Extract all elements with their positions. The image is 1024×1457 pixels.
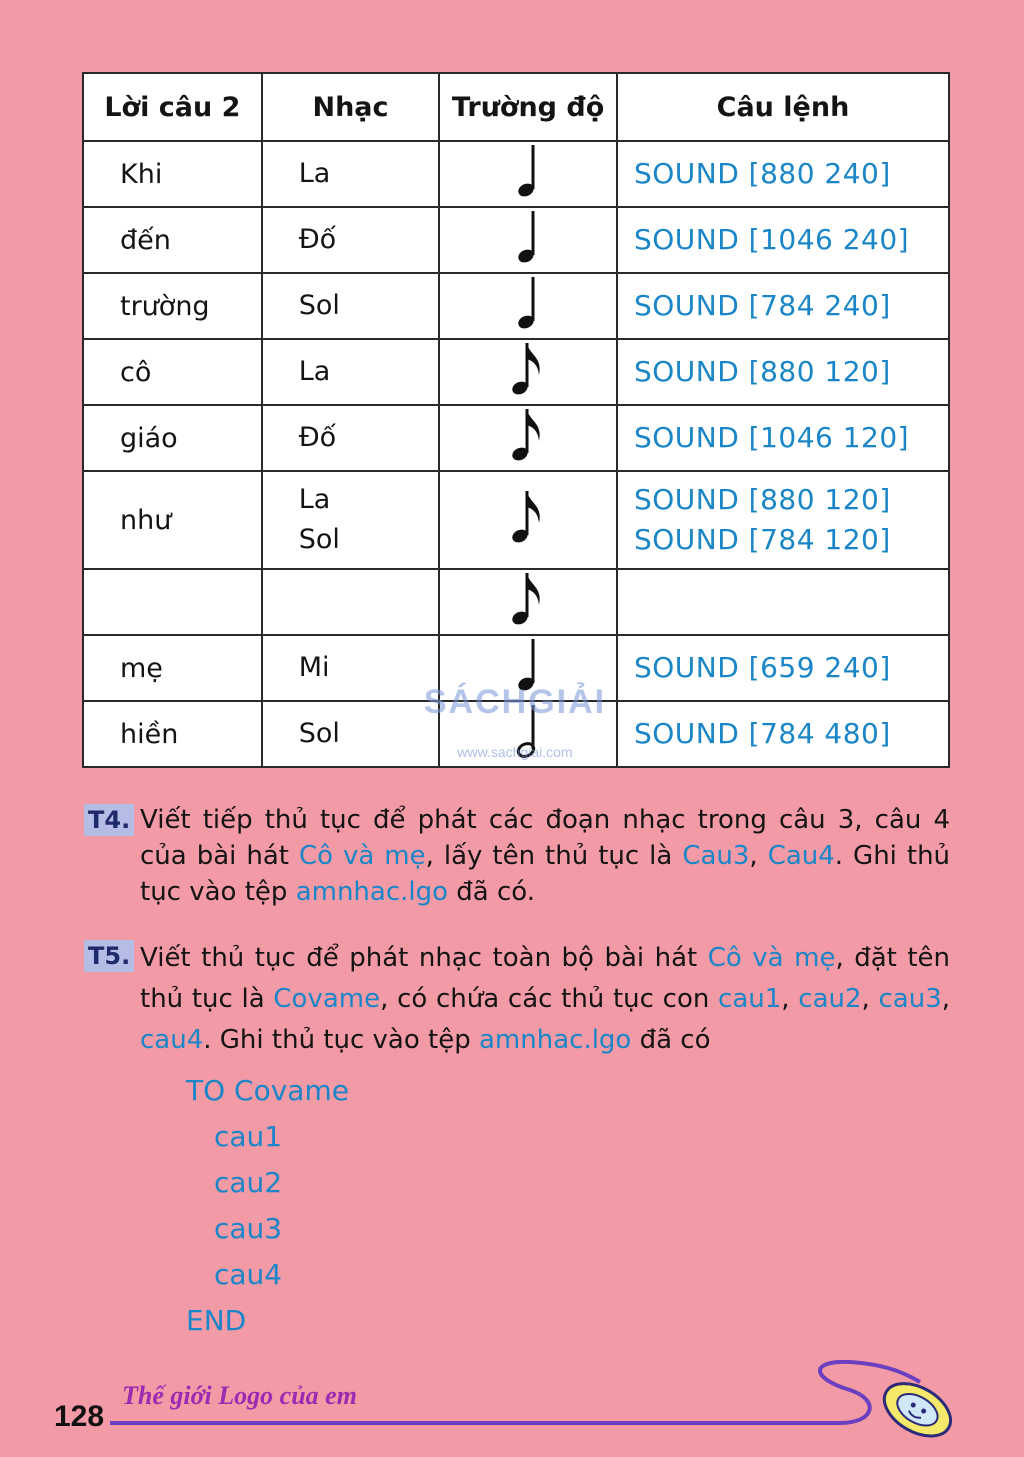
quarter-note-icon — [515, 307, 541, 338]
note-name: Đố — [298, 422, 337, 453]
command-cell — [617, 207, 949, 273]
duration-cell — [439, 701, 617, 767]
note-cell — [262, 701, 440, 767]
text-run: , — [861, 984, 879, 1014]
lyric-cell: trường — [83, 273, 262, 339]
duration-cell — [439, 273, 617, 339]
duration-cell — [439, 405, 617, 471]
duration-cell — [439, 471, 617, 569]
text-run: , đặt tên thủ tục là — [140, 943, 950, 1014]
quarter-note-icon — [515, 669, 541, 700]
text-run: Viết tiếp thủ tục để phát các đoạn nhạc trong câu 3, câu 4 của bài hát — [140, 805, 950, 871]
table-row — [83, 207, 949, 273]
command-cell — [617, 635, 949, 701]
text-run: đã có. — [448, 877, 536, 907]
duration-cell — [439, 339, 617, 405]
sound-command: SOUND [1046 240] — [633, 223, 910, 256]
code-line: cau1 — [214, 1120, 283, 1153]
file-name: amnhac.lgo — [295, 877, 449, 907]
text-run: Viết thủ tục để phát nhạc toàn bộ bài hát — [140, 943, 708, 973]
procedure-name: Cau3 — [682, 841, 750, 871]
note-cell — [262, 339, 440, 405]
duration-cell — [439, 207, 617, 273]
quarter-note-icon — [515, 241, 541, 272]
note-cell — [262, 141, 440, 207]
note-name: La — [298, 484, 331, 515]
song-name: Cô và mẹ — [298, 841, 426, 871]
table-row — [83, 569, 949, 635]
code-line: cau3 — [214, 1212, 283, 1245]
table-row — [83, 405, 949, 471]
lyric-cell: cô — [83, 339, 262, 405]
mouse-icon — [875, 1373, 959, 1447]
procedure-name: cau1 — [718, 984, 782, 1014]
song-table — [82, 72, 950, 768]
command-cell — [617, 701, 949, 767]
exercise-tag: T5. — [84, 940, 134, 972]
exercise-text — [140, 802, 950, 910]
code-line: cau4 — [214, 1258, 283, 1291]
page-number: 128 — [54, 1400, 105, 1433]
command-cell — [617, 569, 949, 635]
code-line: END — [186, 1304, 247, 1337]
procedure-name: Covame — [273, 984, 381, 1014]
command-cell — [617, 405, 949, 471]
exercise-tag: T4. — [84, 804, 134, 836]
command-cell — [617, 471, 949, 569]
sound-command: SOUND [1046 120] — [633, 421, 910, 454]
sound-command: SOUND [784 480] — [633, 717, 891, 750]
note-cell — [262, 569, 440, 635]
lyric-cell: đến — [83, 207, 262, 273]
exercise-t5 — [84, 938, 950, 1061]
procedure-name: cau3 — [878, 984, 942, 1014]
procedure-name: cau2 — [798, 984, 862, 1014]
table-row — [83, 339, 949, 405]
table-row — [83, 635, 949, 701]
header-command: Câu lệnh — [617, 73, 949, 141]
text-run: . Ghi thủ tục vào tệp — [203, 1025, 479, 1055]
note-name: La — [298, 356, 331, 387]
lyric-cell: Khi — [83, 141, 262, 207]
code-line: cau2 — [214, 1166, 283, 1199]
exercise-text — [140, 938, 950, 1061]
procedure-name: cau4 — [140, 1025, 204, 1055]
lyric-cell: giáo — [83, 405, 262, 471]
text-run: , có chứa các thủ tục con — [380, 984, 719, 1014]
table-row — [83, 273, 949, 339]
table-header-row — [83, 73, 949, 141]
command-cell — [617, 273, 949, 339]
lyric-cell: mẹ — [83, 635, 262, 701]
file-name: amnhac.lgo — [479, 1025, 632, 1055]
watermark-url: www.sachgiai.com — [457, 744, 573, 760]
lyric-cell — [83, 569, 262, 635]
sound-command: SOUND [880 240] — [633, 157, 891, 190]
header-lyrics: Lời câu 2 — [83, 73, 262, 141]
text-run: . Ghi thủ tục vào tệp — [140, 841, 951, 907]
eighth-note-icon — [511, 521, 545, 552]
sound-command: SOUND [784 240] — [633, 289, 891, 322]
half-note-icon — [515, 735, 541, 766]
note-cell — [262, 207, 440, 273]
note-cell — [262, 273, 440, 339]
header-notes: Nhạc — [262, 73, 440, 141]
text-run: , lấy tên thủ tục là — [425, 841, 683, 871]
note-name: Mi — [298, 652, 330, 683]
note-cell — [262, 471, 440, 569]
lyric-cell: như — [83, 471, 262, 569]
eighth-note-icon — [511, 373, 545, 404]
header-duration: Trường độ — [439, 73, 617, 141]
note-name: Sol — [298, 524, 340, 555]
note-name: Sol — [298, 290, 340, 321]
command-cell — [617, 339, 949, 405]
duration-cell — [439, 141, 617, 207]
command-cell — [617, 141, 949, 207]
sound-command: SOUND [784 120] — [633, 523, 891, 556]
note-name: Sol — [298, 718, 340, 749]
note-name: La — [298, 158, 331, 189]
eighth-note-icon — [511, 439, 545, 470]
table-row — [83, 701, 949, 767]
text-run: , — [749, 841, 768, 871]
note-cell — [262, 405, 440, 471]
note-cell — [262, 635, 440, 701]
text-run: , — [941, 984, 951, 1014]
logo-code-block — [186, 1068, 349, 1344]
duration-cell — [439, 569, 617, 635]
lyric-cell: hiền — [83, 701, 262, 767]
sound-command: SOUND [880 120] — [633, 355, 891, 388]
table-row — [83, 141, 949, 207]
table-row — [83, 471, 949, 569]
note-name: Đố — [298, 224, 337, 255]
text-run: , — [781, 984, 799, 1014]
text-run: đã có — [631, 1025, 711, 1055]
book-title: Thế giới Logo của em — [122, 1381, 357, 1410]
duration-cell — [439, 635, 617, 701]
sound-command: SOUND [659 240] — [633, 651, 891, 684]
quarter-note-icon — [515, 175, 541, 206]
procedure-name: Cau4 — [767, 841, 835, 871]
eighth-note-icon — [511, 603, 545, 634]
exercise-t4 — [84, 802, 950, 910]
watermark-brand: SÁCHGIẢI — [423, 683, 607, 721]
sound-command: SOUND [880 120] — [633, 483, 891, 516]
song-name: Cô và mẹ — [707, 943, 836, 973]
code-line: TO Covame — [186, 1074, 349, 1107]
